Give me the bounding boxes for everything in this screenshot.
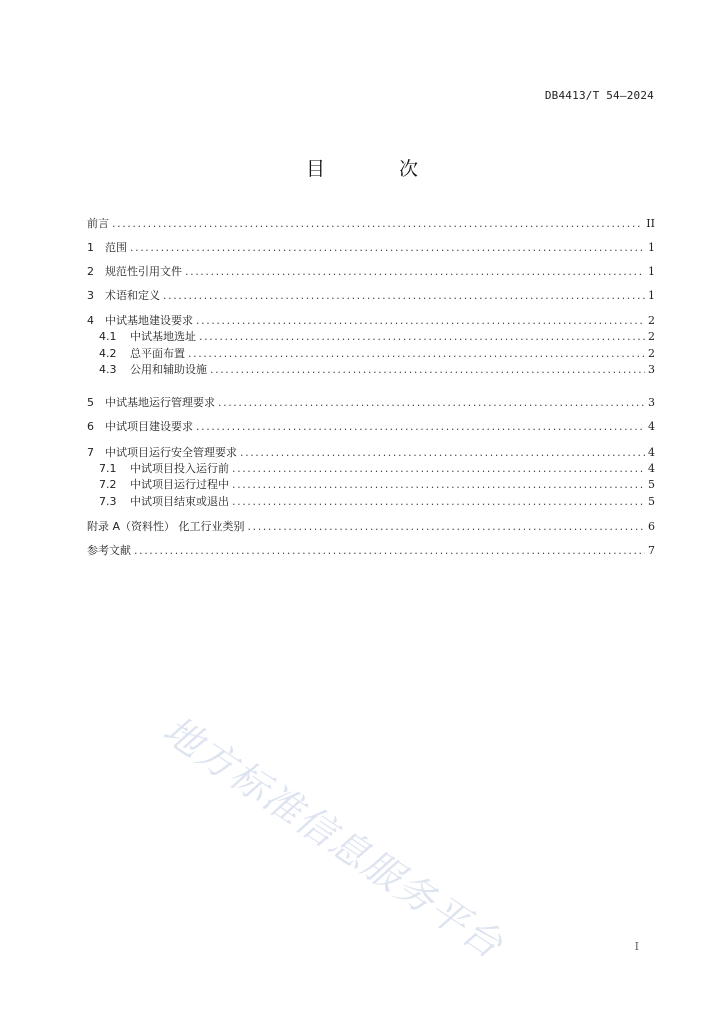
toc-entry-label: 术语和定义 xyxy=(105,289,160,302)
toc-entry-number: 1 xyxy=(87,241,94,254)
toc-entry-number: 5 xyxy=(87,396,94,409)
toc-entry[interactable] xyxy=(87,288,655,304)
toc-entry-page: II xyxy=(646,217,655,230)
toc-entry-number: 7.1 xyxy=(99,462,117,475)
toc-dot-leader xyxy=(163,288,645,304)
toc-dot-leader xyxy=(188,346,645,362)
toc-entry-label: 前言 xyxy=(87,217,109,230)
toc-entry-number: 7.2 xyxy=(99,478,117,491)
toc-entry-label: 中试项目投入运行前 xyxy=(130,462,229,475)
toc-entry-number: 4.2 xyxy=(99,347,117,360)
toc-entry-label: 参考文献 xyxy=(87,544,131,557)
toc-entry[interactable] xyxy=(87,346,655,362)
toc-entry-page: 3 xyxy=(648,396,655,409)
toc-entry-label: 中试项目建设要求 xyxy=(105,420,193,433)
toc-entry-label: 公用和辅助设施 xyxy=(130,363,207,376)
toc-dot-leader xyxy=(210,362,645,378)
toc-entry-number: 4.3 xyxy=(99,363,117,376)
toc-entry[interactable] xyxy=(87,494,655,510)
toc-dot-leader xyxy=(134,543,645,559)
toc-entry-label: 中试基地运行管理要求 xyxy=(105,396,215,409)
toc-entry-number: 7.3 xyxy=(99,495,117,508)
toc-dot-leader xyxy=(130,240,645,256)
toc-entry[interactable] xyxy=(87,216,655,232)
toc-entry[interactable] xyxy=(87,329,655,345)
watermark: 地方标准信息服务平台 xyxy=(155,707,512,968)
toc-entry-label: 中试项目运行过程中 xyxy=(130,478,229,491)
toc-entry[interactable] xyxy=(87,519,655,535)
toc-dot-leader xyxy=(232,477,645,493)
toc-entry[interactable] xyxy=(87,543,655,559)
toc-entry-page: 1 xyxy=(648,265,655,278)
toc-entry-number: 7 xyxy=(87,446,94,459)
toc-dot-leader xyxy=(232,461,645,477)
toc-dot-leader xyxy=(185,264,645,280)
toc-entry[interactable] xyxy=(87,419,655,435)
document-number: DB4413/T 54—2024 xyxy=(544,89,654,102)
toc-entry[interactable] xyxy=(87,313,655,329)
toc-dot-leader xyxy=(196,419,645,435)
toc-entry[interactable] xyxy=(87,362,655,378)
toc-entry[interactable] xyxy=(87,264,655,280)
toc-entry-number: 4 xyxy=(87,314,94,327)
toc-dot-leader xyxy=(199,329,645,345)
toc-entry-number: 4.1 xyxy=(99,330,117,343)
toc-entry-page: 4 xyxy=(648,446,655,459)
toc-entry-label: 中试基地选址 xyxy=(130,330,196,343)
toc-entry-page: 2 xyxy=(648,314,655,327)
toc-dot-leader xyxy=(218,395,645,411)
toc-entry-label: 总平面布置 xyxy=(130,347,185,360)
toc-entry-page: 7 xyxy=(648,544,655,557)
page-number: I xyxy=(634,940,639,953)
toc-entry-label: 范围 xyxy=(105,241,127,254)
toc-entry-label: 附录 A（资料性） 化工行业类别 xyxy=(87,520,245,533)
toc-entry[interactable] xyxy=(87,461,655,477)
toc-entry-label: 规范性引用文件 xyxy=(105,265,182,278)
toc-dot-leader xyxy=(240,445,645,461)
toc-entry-label: 中试基地建设要求 xyxy=(105,314,193,327)
toc-entry-page: 4 xyxy=(648,462,655,475)
toc-entry[interactable] xyxy=(87,477,655,493)
toc-entry-number: 2 xyxy=(87,265,94,278)
toc-entry-page: 5 xyxy=(648,478,655,491)
toc-entry-page: 1 xyxy=(648,241,655,254)
toc-entry-label: 中试项目运行安全管理要求 xyxy=(105,446,237,459)
toc-entry[interactable] xyxy=(87,240,655,256)
page-title: 目 次 xyxy=(305,158,453,180)
toc-dot-leader xyxy=(232,494,645,510)
toc-entry-number: 3 xyxy=(87,289,94,302)
toc-entry-page: 4 xyxy=(648,420,655,433)
toc-entry[interactable] xyxy=(87,395,655,411)
toc-entry-page: 2 xyxy=(648,347,655,360)
toc-dot-leader xyxy=(112,216,643,232)
toc-entry-page: 3 xyxy=(648,363,655,376)
toc-dot-leader xyxy=(196,313,645,329)
toc-entry-number: 6 xyxy=(87,420,94,433)
toc-entry-label: 中试项目结束或退出 xyxy=(130,495,229,508)
toc-entry-page: 2 xyxy=(648,330,655,343)
toc-entry-page: 6 xyxy=(648,520,655,533)
toc-entry-page: 5 xyxy=(648,495,655,508)
toc-entry[interactable] xyxy=(87,445,655,461)
toc-dot-leader xyxy=(248,519,645,535)
toc-entry-page: 1 xyxy=(648,289,655,302)
